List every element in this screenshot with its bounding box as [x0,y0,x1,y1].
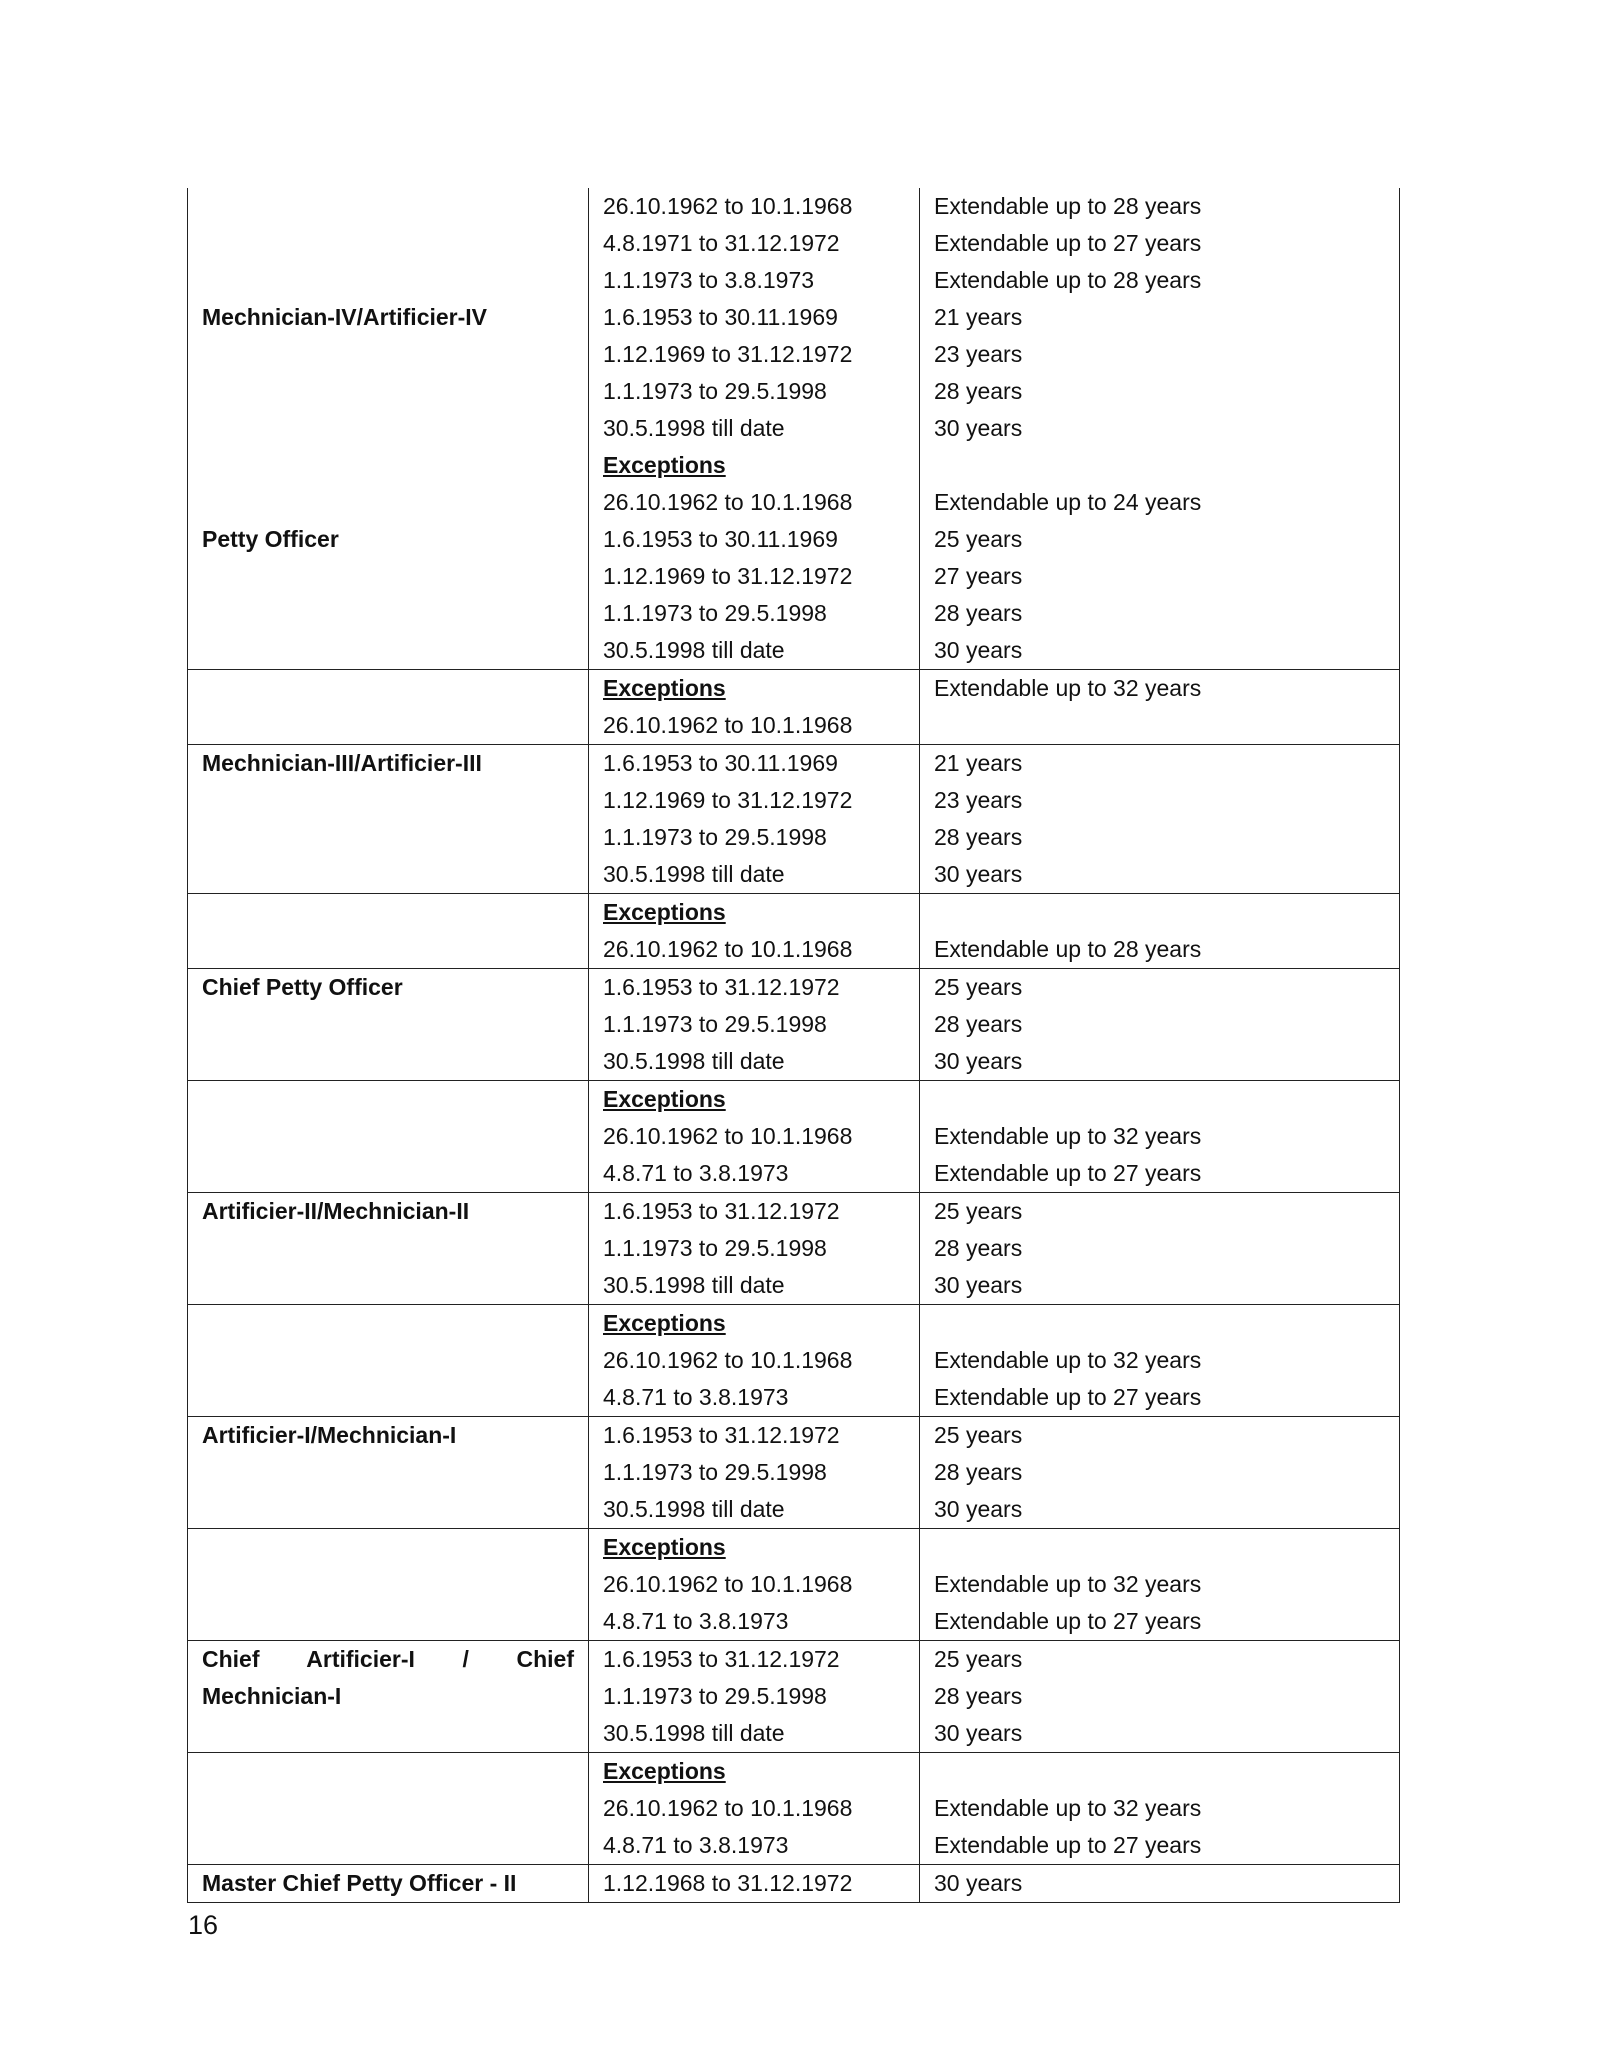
rank-cell [188,670,589,745]
value-line: 28 years [934,1459,1023,1485]
period-cell [589,1417,920,1529]
period-line: 26.10.1962 to 10.1.1968 [603,1123,853,1149]
value-line [934,1081,1385,1118]
table-row [188,1529,1400,1641]
period-line: 30.5.1998 till date [603,637,785,663]
value-cell [920,1641,1400,1753]
period-line: 1.6.1953 to 31.12.1972 [603,1422,840,1448]
value-line: 30 years [934,861,1023,887]
period-cell [589,188,920,299]
period-line: 1.6.1953 to 30.11.1969 [603,526,838,552]
value-line: 25 years [934,526,1023,552]
rank-cell: Master Chief Petty Officer - II [188,1865,589,1903]
rank-cell [188,1081,589,1193]
table-row [188,1081,1400,1193]
value-line: Extendable up to 27 years [934,1160,1202,1186]
rank-cell [188,894,589,969]
rank-cell: Chief Petty Officer [188,969,589,1081]
value-line: Extendable up to 32 years [934,1571,1202,1597]
period-line: 1.1.1973 to 3.8.1973 [603,267,815,293]
exceptions-heading: Exceptions [603,899,726,925]
period-line: 30.5.1998 till date [603,1048,785,1074]
table-row [188,670,1400,745]
value-line: 30 years [934,637,1023,663]
value-line [934,894,1385,931]
period-line: 26.10.1962 to 10.1.1968 [603,1347,853,1373]
period-line: 26.10.1962 to 10.1.1968 [603,489,853,515]
value-line: 23 years [934,787,1023,813]
value-line: 23 years [934,341,1023,367]
value-line: 21 years [934,750,1023,776]
value-line: Extendable up to 32 years [934,1795,1202,1821]
table-row [188,969,1400,1081]
value-line: Extendable up to 28 years [934,193,1202,219]
value-line: 28 years [934,1235,1023,1261]
value-cell [920,1193,1400,1305]
period-cell [589,521,920,670]
period-line: 26.10.1962 to 10.1.1968 [603,1571,853,1597]
period-cell [589,1305,920,1417]
value-line: Extendable up to 28 years [934,267,1202,293]
period-line: 30.5.1998 till date [603,1272,785,1298]
period-line: 1.12.1968 to 31.12.1972 [603,1870,853,1896]
value-line: 30 years [934,1272,1023,1298]
value-line: Extendable up to 27 years [934,1832,1202,1858]
period-line: 26.10.1962 to 10.1.1968 [603,193,853,219]
period-cell [589,1193,920,1305]
period-cell [589,745,920,894]
value-line: 30 years [934,1048,1023,1074]
period-line: 4.8.71 to 3.8.1973 [603,1608,789,1634]
period-line: 1.6.1953 to 31.12.1972 [603,1198,840,1224]
value-cell [920,969,1400,1081]
value-cell [920,745,1400,894]
value-line: 25 years [934,1646,1023,1672]
value-cell [920,670,1400,745]
period-line: 1.12.1969 to 31.12.1972 [603,341,853,367]
period-cell [589,1865,920,1903]
value-line: 30 years [934,1496,1023,1522]
value-line: 28 years [934,1683,1023,1709]
table-row [188,299,1400,521]
value-line: Extendable up to 24 years [934,489,1202,515]
value-line [934,1753,1385,1790]
value-cell [920,1753,1400,1865]
value-line: 25 years [934,1422,1023,1448]
table-row [188,745,1400,894]
period-line: 1.1.1973 to 29.5.1998 [603,1459,827,1485]
period-cell [589,969,920,1081]
value-line [934,1529,1385,1566]
value-line: 28 years [934,824,1023,850]
value-line: 21 years [934,304,1023,330]
period-line: 4.8.1971 to 31.12.1972 [603,230,840,256]
value-line: Extendable up to 28 years [934,936,1202,962]
exceptions-heading: Exceptions [603,1758,726,1784]
period-cell [589,1529,920,1641]
period-line: 1.1.1973 to 29.5.1998 [603,1683,827,1709]
table-row [188,1305,1400,1417]
value-line: 30 years [934,1720,1023,1746]
value-line: Extendable up to 32 years [934,1347,1202,1373]
period-line: 1.1.1973 to 29.5.1998 [603,600,827,626]
rank-cell: Artificier-II/Mechnician-II [188,1193,589,1305]
exceptions-heading: Exceptions [603,675,726,701]
rank-cell [188,188,589,299]
value-cell [920,1081,1400,1193]
period-line: 26.10.1962 to 10.1.1968 [603,712,853,738]
value-line: Extendable up to 27 years [934,1384,1202,1410]
period-line: 1.6.1953 to 30.11.1969 [603,750,838,776]
value-line: 28 years [934,378,1023,404]
value-cell [920,521,1400,670]
table-row [188,1417,1400,1529]
period-line: 4.8.71 to 3.8.1973 [603,1832,789,1858]
period-line: 30.5.1998 till date [603,415,785,441]
period-line: 30.5.1998 till date [603,1720,785,1746]
exceptions-heading: Exceptions [603,1534,726,1560]
period-cell [589,1081,920,1193]
value-cell [920,1305,1400,1417]
rank-cell: Artificier-I/Mechnician-I [188,1417,589,1529]
value-line: Extendable up to 27 years [934,230,1202,256]
rank-cell [188,1753,589,1865]
value-line: Extendable up to 32 years [934,1123,1202,1149]
value-cell [920,1529,1400,1641]
rank-cell [188,1529,589,1641]
table-row [188,188,1400,299]
value-cell [920,188,1400,299]
table-row [188,1193,1400,1305]
value-line [934,707,1385,744]
value-line: 30 years [934,415,1023,441]
period-cell [589,1753,920,1865]
period-line: 30.5.1998 till date [603,1496,785,1522]
value-cell [920,1865,1400,1903]
period-line: 30.5.1998 till date [603,861,785,887]
value-line: 25 years [934,1198,1023,1224]
period-line: 4.8.71 to 3.8.1973 [603,1160,789,1186]
period-line: 26.10.1962 to 10.1.1968 [603,1795,853,1821]
value-cell [920,299,1400,521]
service-limit-table [187,188,1400,1903]
value-line: 25 years [934,974,1023,1000]
exceptions-heading: Exceptions [603,452,726,478]
period-line: 1.6.1953 to 30.11.1969 [603,304,838,330]
value-cell [920,894,1400,969]
rank-cell: Petty Officer [188,521,589,670]
period-cell [589,894,920,969]
period-line: 1.12.1969 to 31.12.1972 [603,563,853,589]
value-line [934,447,1385,484]
rank-cell: Chief Artificier-I / Chief Mechnician-I [188,1641,589,1753]
value-line: 28 years [934,1011,1023,1037]
table-row [188,1753,1400,1865]
period-cell [589,670,920,745]
table-body [188,188,1400,1903]
period-cell [589,299,920,521]
value-line: Extendable up to 27 years [934,1608,1202,1634]
period-line: 26.10.1962 to 10.1.1968 [603,936,853,962]
period-cell [589,1641,920,1753]
page-number: 16 [188,1910,219,1940]
value-line: Extendable up to 32 years [934,675,1202,701]
period-line: 1.6.1953 to 31.12.1972 [603,1646,840,1672]
value-line [934,1305,1385,1342]
table-row [188,894,1400,969]
table-row [188,1865,1400,1903]
period-line: 4.8.71 to 3.8.1973 [603,1384,789,1410]
exceptions-heading: Exceptions [603,1086,726,1112]
value-line: 27 years [934,563,1023,589]
period-line: 1.1.1973 to 29.5.1998 [603,824,827,850]
value-line: 30 years [934,1870,1023,1896]
period-line: 1.6.1953 to 31.12.1972 [603,974,840,1000]
value-cell [920,1417,1400,1529]
rank-cell: Mechnician-IV/Artificier-IV [188,299,589,521]
table-row [188,1641,1400,1753]
period-line: 1.1.1973 to 29.5.1998 [603,1011,827,1037]
value-line: 28 years [934,600,1023,626]
rank-cell: Mechnician-III/Artificier-III [188,745,589,894]
period-line: 1.1.1973 to 29.5.1998 [603,378,827,404]
table-row [188,521,1400,670]
exceptions-heading: Exceptions [603,1310,726,1336]
period-line: 1.1.1973 to 29.5.1998 [603,1235,827,1261]
period-line: 1.12.1969 to 31.12.1972 [603,787,853,813]
rank-cell [188,1305,589,1417]
